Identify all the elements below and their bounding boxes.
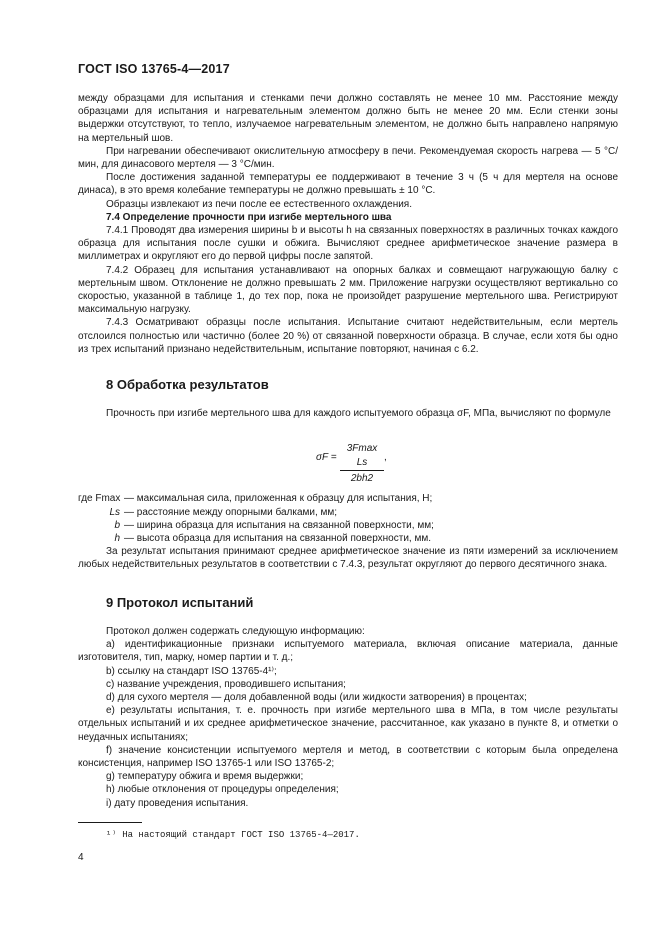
paragraph: После достижения заданной температуры ее поддерживают в течение 3 ч (5 ч для мертеля на основе динаса), в это время колебание температуры не должно превышать ± 10 °С. [78,172,618,197]
where-row [78,492,618,505]
where-text: — высота образца для испытания на связанной поверхности, мм. [124,533,431,545]
where-symbol: h [114,533,120,545]
paragraph: Образцы извлекают из печи после ее естественного охлаждения. [106,198,413,210]
formula-numerator: 3Fmax Ls [340,442,384,470]
paragraph: При нагревании обеспечивают окислительную атмосферу в печи. Рекомендуемая скорость нагрева — 5 °С/мин, для динасового мертеля — 3 °С/мин. [78,145,618,171]
where-symbol: b [114,519,120,531]
where-symbol: Ls [109,506,120,518]
paragraph: между образцами для испытания и стенками печи должно составлять не менее 10 мм. Расстояние между образцами для испытания и нагревательным элементом должно быть не менее 20 мм. Если стенки зоны выдержки отсутствуют, то тепло, излучаемое нагревательным элементом, не должно быть направлено напрямую на мертельный шов. [78,93,618,144]
list-item: h) любые отклонения от процедуры определения; [106,784,339,796]
section-heading-9: 9 Протокол испытаний [106,594,254,610]
where-row [78,532,618,545]
paragraph-7-4-1: 7.4.1 Проводят два измерения ширины b и высоты h на связанных поверхностях в различных точках каждого образца для испытания после сушки и обжига. Вычисляют среднее арифметическое значение размера в миллиметрах и округляют его до первой цифры после запятой. [78,225,618,263]
list-item: b) ссылку на стандарт ISO 13765-4¹⁾; [106,665,277,677]
list-item: а) идентификационные признаки испытуемого материала, включая описание материала, данные изготовителя, тип, марку, номер партии и т. д.; [78,639,618,664]
where-list [78,492,618,545]
where-text: — ширина образца для испытания на связанной поверхности, мм; [124,519,434,531]
paragraph-result: За результат испытания принимают среднее арифметическое значение из пяти измерений за исключением любых недействительных результатов в соответствии с 7.4.3, результат округляют до первого десятичного знака. [78,546,618,571]
formula-fraction [340,442,384,485]
footnote-divider [78,822,142,823]
list-item: c) название учреждения, проводившего испытания; [106,678,346,690]
list-item: i) дату проведения испытания. [106,797,249,809]
paragraph-formula-intro: Прочность при изгибе мертельного шва для каждого испытуемого образца σF, МПа, вычисляют по формуле [106,408,611,420]
footnote: ¹⁾ На настоящий стандарт ГОСТ ISO 13765-4—2017. [106,830,360,840]
where-symbol: где Fmax [78,493,121,505]
formula-denominator: 2bh2 [350,472,374,484]
paragraph-protocol-intro: Протокол должен содержать следующую информацию: [106,625,365,637]
page-number: 4 [78,852,84,863]
paragraph-7-4-2: 7.4.2 Образец для испытания устанавливают на опорных балках и совмещают нагружающую балку с мертельным швом. Отклонение не должно превышать 2 мм. Приложение нагрузки осуществляют вертикально со скоростью, указанной в таблице 1, до тех пор, пока не произойдет разрушение мертельного шва. Регистрируют максимальную нагрузку. [78,264,618,316]
paragraph-7-4-3: 7.4.3 Осматривают образцы после испытания. Испытание считают недействительным, если мертель отслоился полностью или частично (более 20 %) от связанной поверхности образца. В случае, если хотя бы одно из трех испытаний признано недействительным, испытание повторяют, начиная с 6.2. [78,317,618,355]
subsection-heading-7-4: 7.4 Определение прочности при изгибе мертельного шва [106,211,392,223]
section-heading-8: 8 Обработка результатов [106,377,269,393]
formula [78,442,618,484]
formula-lhs: σF = [316,452,337,464]
where-row [78,506,618,519]
list-item: g) температуру обжига и время выдержки; [106,771,304,783]
list-item: e) результаты испытания, т. е. прочность при изгибе мертельного шва в МПа, в том числе результаты отдельных испытаний и их среднее арифметическое значение, рассчитанное, как указано в пункте 8, и отметки о неудачных испытаниях; [78,705,618,743]
list-item: d) для сухого мертеля — доля добавленной воды (или жидкости затворения) в процентах; [106,691,527,703]
document-body [78,92,618,810]
where-row [78,519,618,532]
list-item: f) значение консистенции испытуемого мертеля и метод, в соответствии с которым была определена консистенция, например ISO 13765-1 или ISO 13765-2; [78,744,618,769]
document-header: ГОСТ ISO 13765-4—2017 [78,62,230,76]
where-text: — максимальная сила, приложенная к образцу для испытания, Н; [124,493,433,505]
formula-tail: , [384,452,387,464]
where-text: — расстояние между опорными балками, мм; [124,506,338,518]
